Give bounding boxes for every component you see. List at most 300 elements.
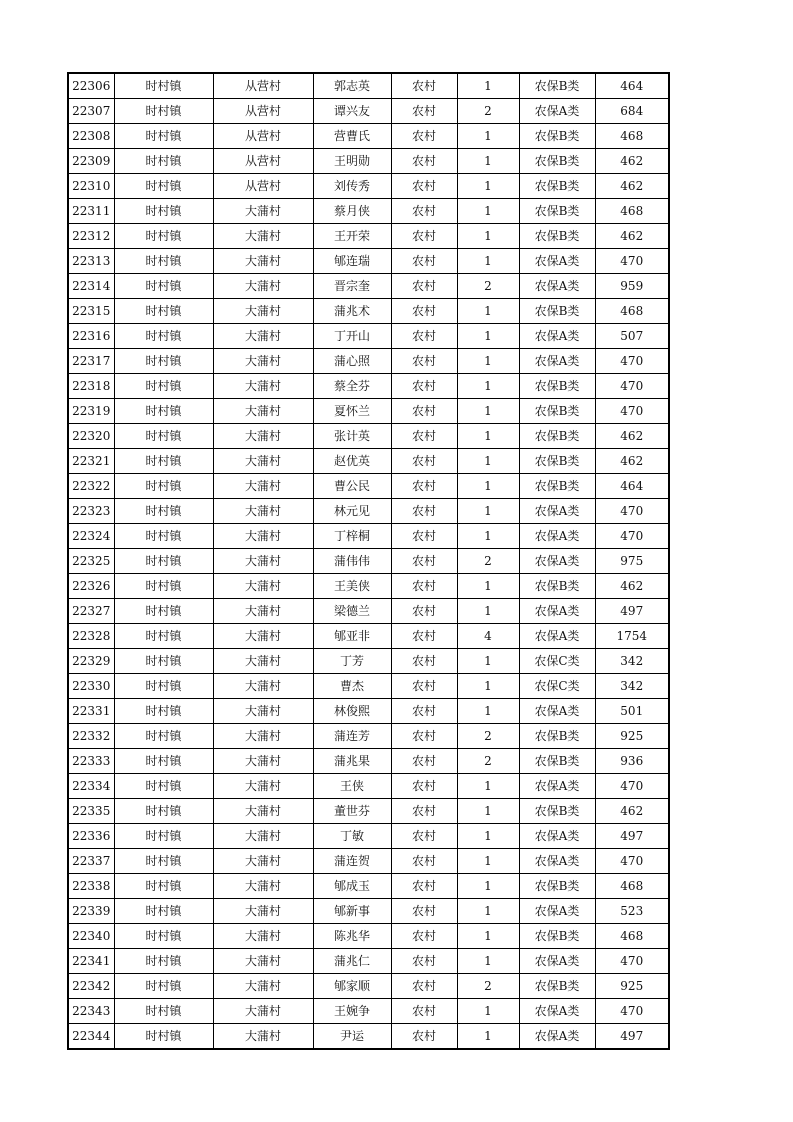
person-count-cell: 1	[457, 524, 519, 549]
town-cell: 时村镇	[114, 524, 213, 549]
row-number-cell: 22322	[68, 474, 114, 499]
village-cell: 大蒲村	[213, 899, 313, 924]
insurance-category-cell: 农保B类	[519, 574, 595, 599]
table-row	[68, 674, 669, 699]
table-row	[68, 174, 669, 199]
table-row	[68, 449, 669, 474]
household-type-cell: 农村	[391, 224, 457, 249]
amount-cell: 523	[595, 899, 669, 924]
name-cell: 林俊熙	[313, 699, 391, 724]
person-count-cell: 1	[457, 999, 519, 1024]
insurance-category-cell: 农保A类	[519, 899, 595, 924]
row-number-cell: 22326	[68, 574, 114, 599]
amount-cell: 342	[595, 649, 669, 674]
household-type-cell: 农村	[391, 399, 457, 424]
person-count-cell: 1	[457, 73, 519, 99]
row-number-cell: 22321	[68, 449, 114, 474]
table-row	[68, 824, 669, 849]
town-cell: 时村镇	[114, 374, 213, 399]
name-cell: 蒲连芳	[313, 724, 391, 749]
household-type-cell: 农村	[391, 199, 457, 224]
amount-cell: 507	[595, 324, 669, 349]
row-number-cell: 22319	[68, 399, 114, 424]
name-cell: 蒲兆仁	[313, 949, 391, 974]
village-cell: 大蒲村	[213, 824, 313, 849]
village-cell: 大蒲村	[213, 699, 313, 724]
person-count-cell: 1	[457, 649, 519, 674]
amount-cell: 925	[595, 724, 669, 749]
household-type-cell: 农村	[391, 499, 457, 524]
table-row	[68, 924, 669, 949]
insurance-category-cell: 农保C类	[519, 649, 595, 674]
village-cell: 大蒲村	[213, 724, 313, 749]
household-type-cell: 农村	[391, 999, 457, 1024]
household-type-cell: 农村	[391, 374, 457, 399]
amount-cell: 1754	[595, 624, 669, 649]
row-number-cell: 22306	[68, 73, 114, 99]
insurance-category-cell: 农保B类	[519, 149, 595, 174]
person-count-cell: 2	[457, 724, 519, 749]
household-type-cell: 农村	[391, 149, 457, 174]
town-cell: 时村镇	[114, 124, 213, 149]
amount-cell: 462	[595, 424, 669, 449]
town-cell: 时村镇	[114, 924, 213, 949]
table-row	[68, 774, 669, 799]
household-type-cell: 农村	[391, 524, 457, 549]
amount-cell: 470	[595, 774, 669, 799]
town-cell: 时村镇	[114, 724, 213, 749]
name-cell: 谭兴友	[313, 99, 391, 124]
amount-cell: 975	[595, 549, 669, 574]
person-count-cell: 1	[457, 874, 519, 899]
town-cell: 时村镇	[114, 324, 213, 349]
town-cell: 时村镇	[114, 824, 213, 849]
row-number-cell: 22309	[68, 149, 114, 174]
town-cell: 时村镇	[114, 99, 213, 124]
insurance-category-cell: 农保B类	[519, 749, 595, 774]
row-number-cell: 22341	[68, 949, 114, 974]
table-row	[68, 249, 669, 274]
person-count-cell: 1	[457, 924, 519, 949]
table-row	[68, 999, 669, 1024]
amount-cell: 464	[595, 474, 669, 499]
row-number-cell: 22310	[68, 174, 114, 199]
name-cell: 郇成玉	[313, 874, 391, 899]
town-cell: 时村镇	[114, 73, 213, 99]
insurance-category-cell: 农保A类	[519, 274, 595, 299]
row-number-cell: 22333	[68, 749, 114, 774]
name-cell: 蔡月侠	[313, 199, 391, 224]
village-cell: 大蒲村	[213, 224, 313, 249]
town-cell: 时村镇	[114, 999, 213, 1024]
insurance-category-cell: 农保B类	[519, 374, 595, 399]
person-count-cell: 1	[457, 849, 519, 874]
town-cell: 时村镇	[114, 399, 213, 424]
row-number-cell: 22315	[68, 299, 114, 324]
row-number-cell: 22334	[68, 774, 114, 799]
name-cell: 王明勋	[313, 149, 391, 174]
person-count-cell: 1	[457, 424, 519, 449]
amount-cell: 464	[595, 73, 669, 99]
town-cell: 时村镇	[114, 799, 213, 824]
town-cell: 时村镇	[114, 899, 213, 924]
person-count-cell: 1	[457, 249, 519, 274]
insurance-category-cell: 农保B类	[519, 199, 595, 224]
village-cell: 大蒲村	[213, 324, 313, 349]
person-count-cell: 1	[457, 449, 519, 474]
village-cell: 大蒲村	[213, 574, 313, 599]
town-cell: 时村镇	[114, 274, 213, 299]
table-row	[68, 874, 669, 899]
village-cell: 大蒲村	[213, 749, 313, 774]
town-cell: 时村镇	[114, 949, 213, 974]
name-cell: 蒲兆果	[313, 749, 391, 774]
name-cell: 蒲心照	[313, 349, 391, 374]
town-cell: 时村镇	[114, 549, 213, 574]
person-count-cell: 1	[457, 174, 519, 199]
person-count-cell: 1	[457, 674, 519, 699]
insurance-category-cell: 农保B类	[519, 974, 595, 999]
table-body	[68, 73, 669, 1049]
insurance-category-cell: 农保B类	[519, 474, 595, 499]
person-count-cell: 1	[457, 399, 519, 424]
table-row	[68, 1024, 669, 1050]
insurance-category-cell: 农保A类	[519, 699, 595, 724]
amount-cell: 462	[595, 149, 669, 174]
row-number-cell: 22308	[68, 124, 114, 149]
person-count-cell: 2	[457, 749, 519, 774]
amount-cell: 468	[595, 874, 669, 899]
table-row	[68, 699, 669, 724]
household-type-cell: 农村	[391, 274, 457, 299]
household-type-cell: 农村	[391, 1024, 457, 1050]
village-cell: 大蒲村	[213, 874, 313, 899]
amount-cell: 462	[595, 224, 669, 249]
household-type-cell: 农村	[391, 474, 457, 499]
village-cell: 大蒲村	[213, 274, 313, 299]
insurance-category-cell: 农保B类	[519, 799, 595, 824]
village-cell: 从营村	[213, 174, 313, 199]
town-cell: 时村镇	[114, 849, 213, 874]
household-type-cell: 农村	[391, 624, 457, 649]
table-row	[68, 549, 669, 574]
village-cell: 大蒲村	[213, 599, 313, 624]
household-type-cell: 农村	[391, 324, 457, 349]
town-cell: 时村镇	[114, 599, 213, 624]
table-row	[68, 274, 669, 299]
town-cell: 时村镇	[114, 449, 213, 474]
village-cell: 大蒲村	[213, 424, 313, 449]
row-number-cell: 22324	[68, 524, 114, 549]
household-type-cell: 农村	[391, 449, 457, 474]
household-type-cell: 农村	[391, 924, 457, 949]
town-cell: 时村镇	[114, 474, 213, 499]
village-cell: 从营村	[213, 124, 313, 149]
table-row	[68, 224, 669, 249]
table-row	[68, 199, 669, 224]
household-type-cell: 农村	[391, 849, 457, 874]
insurance-category-cell: 农保B类	[519, 924, 595, 949]
household-type-cell: 农村	[391, 774, 457, 799]
household-type-cell: 农村	[391, 424, 457, 449]
town-cell: 时村镇	[114, 424, 213, 449]
insurance-category-cell: 农保A类	[519, 1024, 595, 1050]
row-number-cell: 22312	[68, 224, 114, 249]
household-type-cell: 农村	[391, 749, 457, 774]
insurance-category-cell: 农保A类	[519, 524, 595, 549]
table-row	[68, 799, 669, 824]
insurance-category-cell: 农保A类	[519, 949, 595, 974]
household-type-cell: 农村	[391, 724, 457, 749]
amount-cell: 936	[595, 749, 669, 774]
insurance-category-cell: 农保B类	[519, 174, 595, 199]
village-cell: 大蒲村	[213, 399, 313, 424]
row-number-cell: 22343	[68, 999, 114, 1024]
insurance-category-cell: 农保B类	[519, 424, 595, 449]
amount-cell: 959	[595, 274, 669, 299]
amount-cell: 468	[595, 924, 669, 949]
insurance-category-cell: 农保A类	[519, 624, 595, 649]
amount-cell: 497	[595, 599, 669, 624]
household-type-cell: 农村	[391, 99, 457, 124]
name-cell: 蒲连贺	[313, 849, 391, 874]
village-cell: 大蒲村	[213, 449, 313, 474]
name-cell: 王侠	[313, 774, 391, 799]
village-cell: 大蒲村	[213, 999, 313, 1024]
name-cell: 郭志英	[313, 73, 391, 99]
name-cell: 郇连瑞	[313, 249, 391, 274]
table-row	[68, 324, 669, 349]
name-cell: 丁敏	[313, 824, 391, 849]
insurance-category-cell: 农保B类	[519, 124, 595, 149]
table-row	[68, 499, 669, 524]
name-cell: 郇新事	[313, 899, 391, 924]
household-type-cell: 农村	[391, 174, 457, 199]
amount-cell: 462	[595, 174, 669, 199]
household-type-cell: 农村	[391, 574, 457, 599]
village-cell: 大蒲村	[213, 849, 313, 874]
amount-cell: 470	[595, 999, 669, 1024]
town-cell: 时村镇	[114, 499, 213, 524]
table-row	[68, 474, 669, 499]
table-row	[68, 399, 669, 424]
household-type-cell: 农村	[391, 73, 457, 99]
table-row	[68, 649, 669, 674]
row-number-cell: 22331	[68, 699, 114, 724]
table-row	[68, 949, 669, 974]
amount-cell: 925	[595, 974, 669, 999]
row-number-cell: 22328	[68, 624, 114, 649]
person-count-cell: 1	[457, 824, 519, 849]
table-row	[68, 149, 669, 174]
row-number-cell: 22314	[68, 274, 114, 299]
village-cell: 大蒲村	[213, 949, 313, 974]
town-cell: 时村镇	[114, 199, 213, 224]
amount-cell: 468	[595, 199, 669, 224]
insurance-category-cell: 农保B类	[519, 874, 595, 899]
row-number-cell: 22336	[68, 824, 114, 849]
person-count-cell: 1	[457, 799, 519, 824]
amount-cell: 470	[595, 949, 669, 974]
table-row	[68, 724, 669, 749]
person-count-cell: 2	[457, 99, 519, 124]
amount-cell: 462	[595, 799, 669, 824]
amount-cell: 497	[595, 1024, 669, 1050]
insurance-category-cell: 农保A类	[519, 349, 595, 374]
row-number-cell: 22316	[68, 324, 114, 349]
village-cell: 大蒲村	[213, 924, 313, 949]
row-number-cell: 22317	[68, 349, 114, 374]
town-cell: 时村镇	[114, 624, 213, 649]
row-number-cell: 22318	[68, 374, 114, 399]
row-number-cell: 22344	[68, 1024, 114, 1050]
row-number-cell: 22313	[68, 249, 114, 274]
row-number-cell: 22329	[68, 649, 114, 674]
name-cell: 董世芬	[313, 799, 391, 824]
insurance-category-cell: 农保A类	[519, 499, 595, 524]
row-number-cell: 22339	[68, 899, 114, 924]
name-cell: 蒲伟伟	[313, 549, 391, 574]
person-count-cell: 1	[457, 699, 519, 724]
table-row	[68, 524, 669, 549]
insurance-category-cell: 农保A类	[519, 774, 595, 799]
household-type-cell: 农村	[391, 674, 457, 699]
person-count-cell: 4	[457, 624, 519, 649]
town-cell: 时村镇	[114, 224, 213, 249]
village-cell: 大蒲村	[213, 974, 313, 999]
name-cell: 晋宗奎	[313, 274, 391, 299]
person-count-cell: 1	[457, 899, 519, 924]
person-count-cell: 1	[457, 324, 519, 349]
amount-cell: 470	[595, 249, 669, 274]
village-cell: 大蒲村	[213, 349, 313, 374]
insurance-category-cell: 农保A类	[519, 99, 595, 124]
village-cell: 从营村	[213, 73, 313, 99]
row-number-cell: 22340	[68, 924, 114, 949]
row-number-cell: 22323	[68, 499, 114, 524]
household-type-cell: 农村	[391, 874, 457, 899]
name-cell: 郇亚非	[313, 624, 391, 649]
row-number-cell: 22330	[68, 674, 114, 699]
amount-cell: 470	[595, 349, 669, 374]
table-row	[68, 974, 669, 999]
town-cell: 时村镇	[114, 174, 213, 199]
name-cell: 王婉争	[313, 999, 391, 1024]
person-count-cell: 1	[457, 199, 519, 224]
village-cell: 大蒲村	[213, 624, 313, 649]
household-type-cell: 农村	[391, 249, 457, 274]
name-cell: 曹杰	[313, 674, 391, 699]
name-cell: 赵优英	[313, 449, 391, 474]
person-count-cell: 2	[457, 274, 519, 299]
town-cell: 时村镇	[114, 299, 213, 324]
insurance-category-cell: 农保C类	[519, 674, 595, 699]
household-type-cell: 农村	[391, 824, 457, 849]
person-count-cell: 1	[457, 599, 519, 624]
village-cell: 大蒲村	[213, 299, 313, 324]
village-cell: 大蒲村	[213, 1024, 313, 1050]
person-count-cell: 1	[457, 1024, 519, 1050]
insurance-category-cell: 农保A类	[519, 999, 595, 1024]
row-number-cell: 22337	[68, 849, 114, 874]
row-number-cell: 22342	[68, 974, 114, 999]
household-type-cell: 农村	[391, 649, 457, 674]
table-row	[68, 124, 669, 149]
town-cell: 时村镇	[114, 149, 213, 174]
household-type-cell: 农村	[391, 299, 457, 324]
amount-cell: 470	[595, 374, 669, 399]
table-row	[68, 899, 669, 924]
household-type-cell: 农村	[391, 899, 457, 924]
name-cell: 林元见	[313, 499, 391, 524]
table-row	[68, 599, 669, 624]
amount-cell: 470	[595, 849, 669, 874]
town-cell: 时村镇	[114, 249, 213, 274]
insurance-category-cell: 农保A类	[519, 824, 595, 849]
name-cell: 王美侠	[313, 574, 391, 599]
person-count-cell: 1	[457, 474, 519, 499]
household-type-cell: 农村	[391, 349, 457, 374]
name-cell: 郇家顺	[313, 974, 391, 999]
row-number-cell: 22307	[68, 99, 114, 124]
name-cell: 刘传秀	[313, 174, 391, 199]
table-row	[68, 574, 669, 599]
person-count-cell: 1	[457, 374, 519, 399]
amount-cell: 497	[595, 824, 669, 849]
row-number-cell: 22332	[68, 724, 114, 749]
person-count-cell: 1	[457, 299, 519, 324]
village-cell: 大蒲村	[213, 499, 313, 524]
town-cell: 时村镇	[114, 749, 213, 774]
table-row	[68, 374, 669, 399]
name-cell: 丁开山	[313, 324, 391, 349]
household-type-cell: 农村	[391, 124, 457, 149]
name-cell: 蒲兆术	[313, 299, 391, 324]
town-cell: 时村镇	[114, 674, 213, 699]
name-cell: 曹公民	[313, 474, 391, 499]
household-type-cell: 农村	[391, 549, 457, 574]
household-type-cell: 农村	[391, 599, 457, 624]
village-cell: 大蒲村	[213, 374, 313, 399]
village-cell: 大蒲村	[213, 774, 313, 799]
amount-cell: 470	[595, 399, 669, 424]
village-cell: 大蒲村	[213, 799, 313, 824]
insurance-category-cell: 农保B类	[519, 299, 595, 324]
household-type-cell: 农村	[391, 974, 457, 999]
household-type-cell: 农村	[391, 949, 457, 974]
village-cell: 从营村	[213, 149, 313, 174]
amount-cell: 684	[595, 99, 669, 124]
household-type-cell: 农村	[391, 699, 457, 724]
village-cell: 大蒲村	[213, 249, 313, 274]
table-row	[68, 99, 669, 124]
insurance-category-cell: 农保B类	[519, 224, 595, 249]
name-cell: 尹运	[313, 1024, 391, 1050]
person-count-cell: 1	[457, 949, 519, 974]
town-cell: 时村镇	[114, 774, 213, 799]
insurance-category-cell: 农保A类	[519, 249, 595, 274]
insurance-category-cell: 农保A类	[519, 599, 595, 624]
town-cell: 时村镇	[114, 874, 213, 899]
insurance-category-cell: 农保A类	[519, 324, 595, 349]
insurance-category-cell: 农保A类	[519, 849, 595, 874]
table-row	[68, 624, 669, 649]
person-count-cell: 1	[457, 349, 519, 374]
row-number-cell: 22335	[68, 799, 114, 824]
name-cell: 梁德兰	[313, 599, 391, 624]
row-number-cell: 22311	[68, 199, 114, 224]
person-count-cell: 2	[457, 549, 519, 574]
